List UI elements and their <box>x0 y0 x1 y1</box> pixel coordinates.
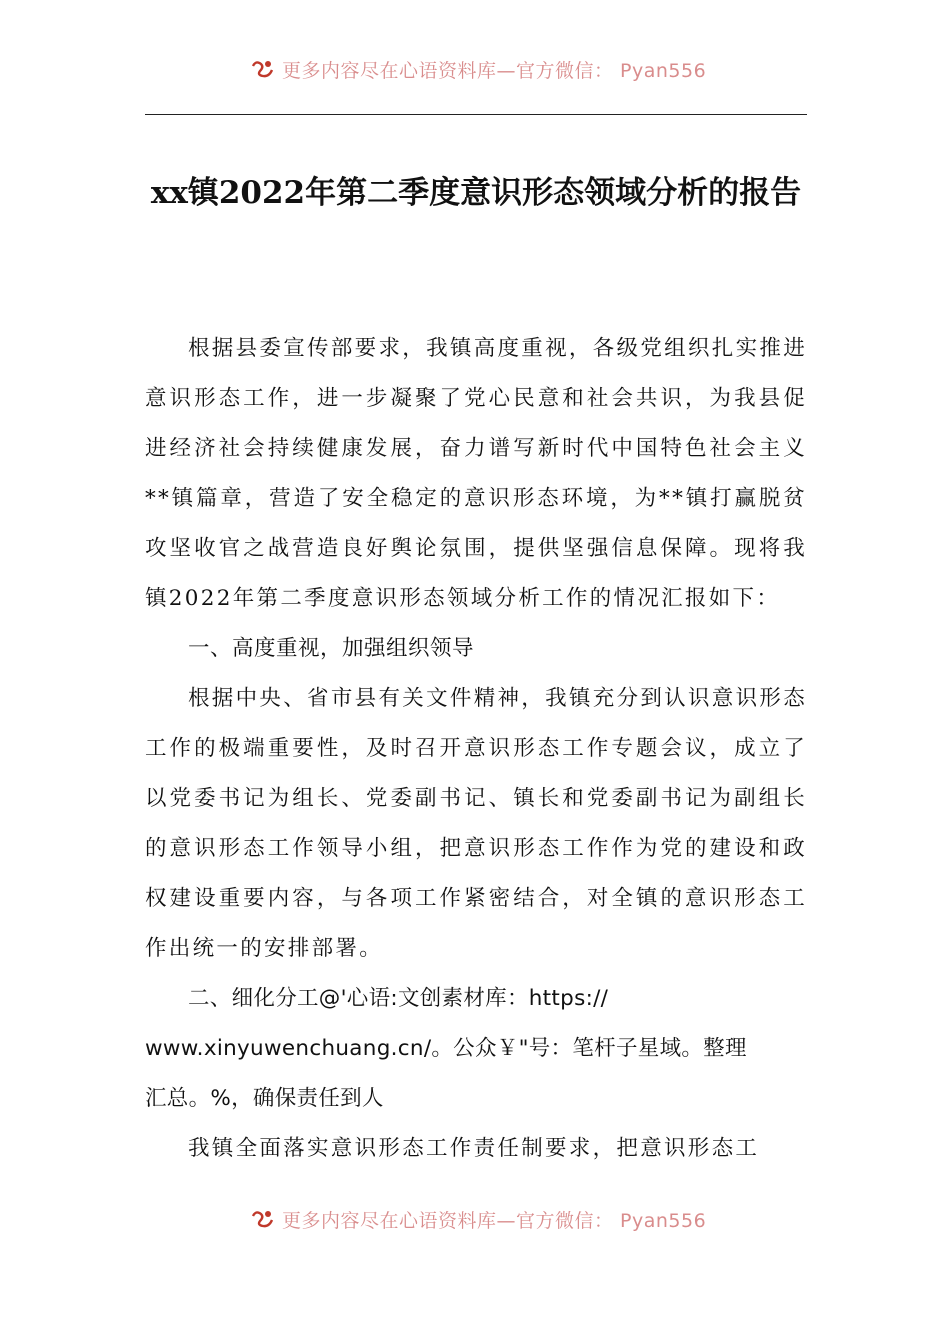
header-rule <box>145 114 807 115</box>
section2-heading <box>145 974 807 1124</box>
watermark-bottom <box>250 1206 706 1232</box>
section1-paragraph: 根据中央、省市县有关文件精神，我镇充分到认识意识形态工作的极端重要性，及时召开意识形态工作专题会议，成立了以党委书记为组长、党委副书记、镇长和党委副书记为副组长的意识形态工作领导小组，把意识形态工作作为党的建设和政权建设重要内容，与各项工作紧密结合，对全镇的意识形态工作出统一的安排部署。 <box>145 686 807 961</box>
page-title: xx镇2022年第二季度意识形态领域分析的报告 <box>150 175 802 211</box>
watermark-text: 更多内容尽在心语资料库—官方微信： Pyan556 <box>282 59 707 82</box>
watermark-top <box>250 56 706 82</box>
brand-logo-icon <box>250 58 276 80</box>
section2-paragraph: 我镇全面落实意识形态工作责任制要求，把意识形态工 <box>188 1136 760 1161</box>
document-body <box>145 324 807 1174</box>
brand-logo-icon <box>250 1208 276 1230</box>
section1-heading: 一、高度重视，加强组织领导 <box>188 636 475 661</box>
watermark-text: 更多内容尽在心语资料库—官方微信： Pyan556 <box>282 1209 707 1232</box>
intro-paragraph: 根据县委宣传部要求，我镇高度重视，各级党组织扎实推进意识形态工作，进一步凝聚了党心民意和社会共识，为我县促进经济社会持续健康发展，奋力谱写新时代中国特色社会主义**镇篇章，营造了安全稳定的意识形态环境，为**镇打赢脱贫攻坚收官之战营造良好舆论氛围，提供坚强信息保障。现将我镇2022年第二季度意识形态领域分析工作的情况汇报如下： <box>145 336 807 611</box>
section2-heading-line3: 汇总。%，确保责任到人 <box>145 1086 384 1111</box>
section2-heading-line2: www.xinyuwenchuang.cn/。公众￥"号：笔杆子星域。整理 <box>145 1036 747 1061</box>
section2-heading-line1: 二、细化分工@'心语:文创素材库：https:// <box>188 986 609 1011</box>
